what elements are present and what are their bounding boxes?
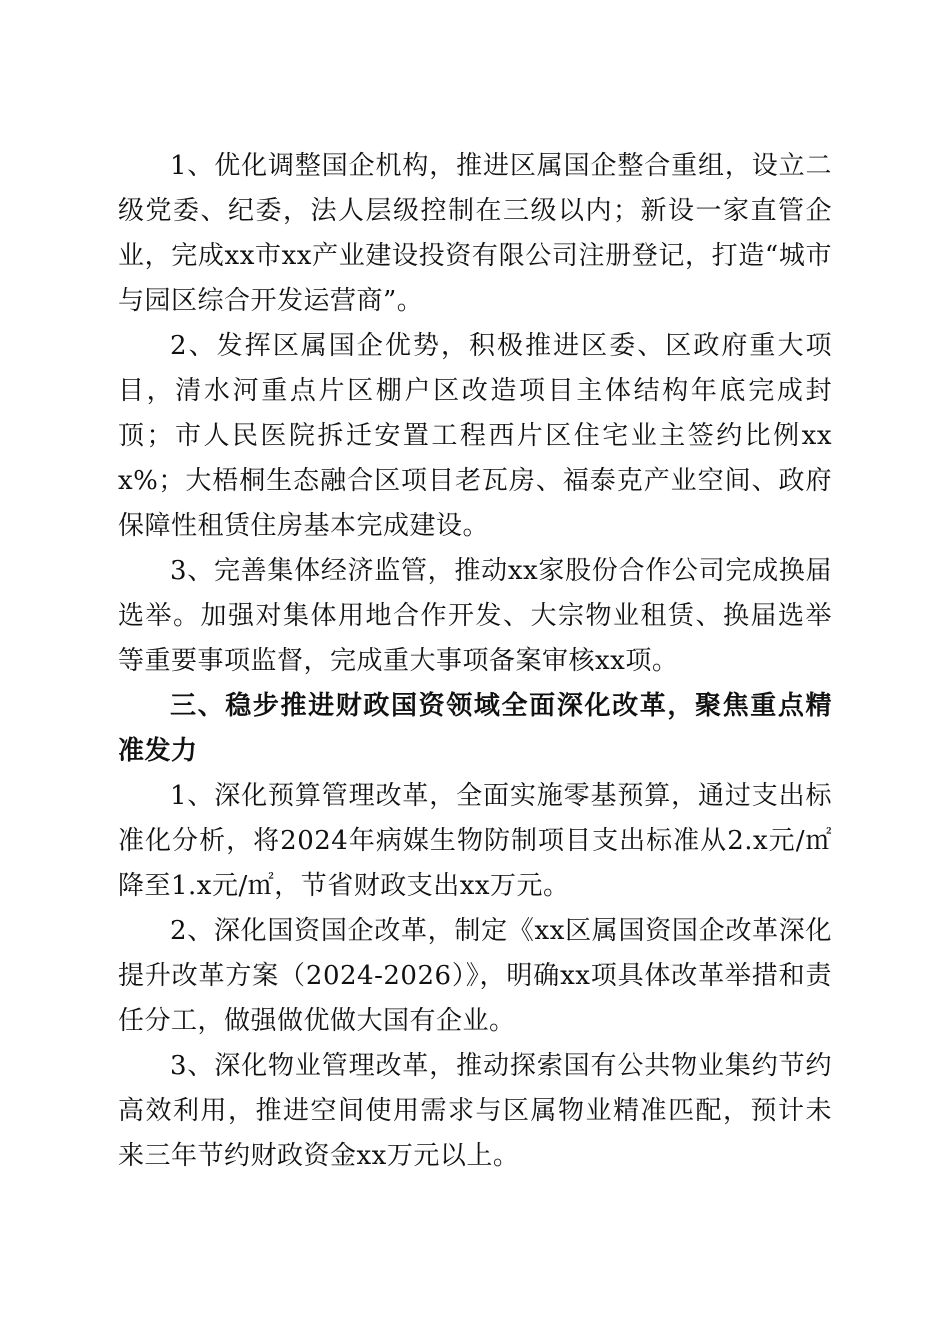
paragraph-property-reform: 3、深化物业管理改革，推动探索国有公共物业集约节约高效利用，推进空间使用需求与区属物业精准匹配，预计未来三年节约财政资金xx万元以上。 xyxy=(118,1051,832,1171)
paragraph-major-projects: 2、发挥区属国企优势，积极推进区委、区政府重大项目，清水河重点片区棚户区改造项目主体结构年底完成封顶；市人民医院拆迁安置工程西片区住宅业主签约比例xxx%；大梧桐生态融合区项目老瓦房、福泰克产业空间、政府保障性租赁住房基本完成建设。 xyxy=(118,331,832,541)
document-body xyxy=(118,144,832,1179)
paragraph-org-restructuring: 1、优化调整国企机构，推进区属国企整合重组，设立二级党委、纪委，法人层级控制在三级以内；新设一家直管企业，完成xx市xx产业建设投资有限公司注册登记，打造“城市与园区综合开发运营商”。 xyxy=(118,151,832,316)
paragraph-soe-reform: 2、深化国资国企改革，制定《xx区属国资国企改革深化提升改革方案（2024-2026）》，明确xx项具体改革举措和责任分工，做强做优做大国有企业。 xyxy=(118,916,832,1036)
paragraph-budget-reform: 1、深化预算管理改革，全面实施零基预算，通过支出标准化分析，将2024年病媒生物防制项目支出标准从2.x元/㎡降至1.x元/㎡，节省财政支出xx万元。 xyxy=(118,781,832,901)
section-heading-finance-reform: 三、稳步推进财政国资领域全面深化改革，聚焦重点精准发力 xyxy=(118,691,832,766)
paragraph-collective-economy: 3、完善集体经济监管，推动xx家股份合作公司完成换届选举。加强对集体用地合作开发、大宗物业租赁、换届选举等重要事项监督，完成重大事项备案审核xx项。 xyxy=(118,556,832,676)
